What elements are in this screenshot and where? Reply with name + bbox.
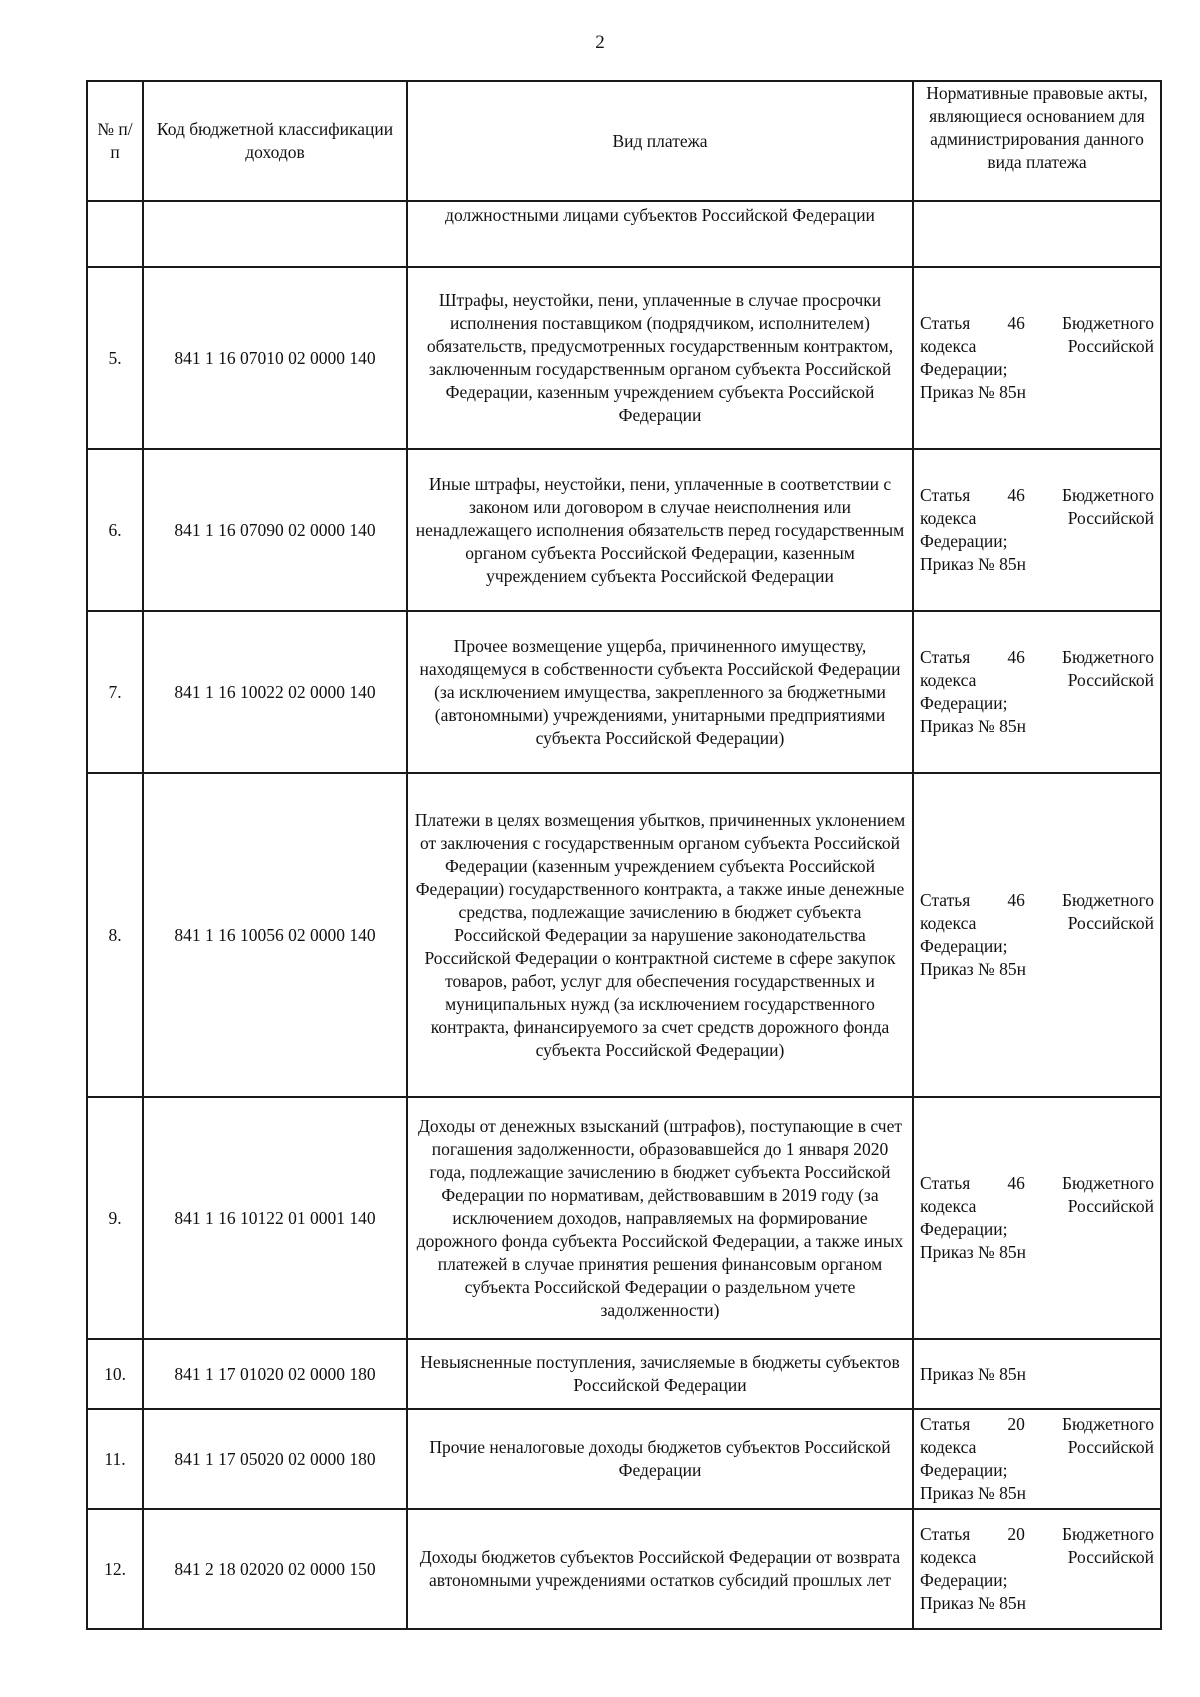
table-header-row — [87, 81, 1161, 201]
cell-normative — [913, 449, 1161, 611]
table-row — [87, 611, 1161, 773]
cell-num: 11. — [87, 1409, 143, 1509]
norm-word: Приказ № 85н — [920, 716, 1026, 736]
norm-word: Приказ № 85н — [920, 1593, 1026, 1613]
table-row — [87, 773, 1161, 1097]
norm-word: кодекса — [920, 1196, 977, 1216]
norm-word: Бюджетного — [1061, 1524, 1154, 1544]
table-row — [87, 449, 1161, 611]
norm-word: Статья — [920, 1524, 971, 1544]
header-payment-type: Вид платежа — [407, 81, 913, 201]
table-row-continuation — [87, 201, 1161, 267]
norm-word: Федерации; — [920, 936, 1008, 956]
norm-word: Бюджетного — [1061, 890, 1154, 910]
norm-word: 46 — [1007, 313, 1025, 333]
norm-word: Российской — [1067, 1196, 1154, 1216]
norm-word: кодекса — [920, 913, 977, 933]
norm-word: Федерации; — [920, 1570, 1008, 1590]
norm-word: кодекса — [920, 508, 977, 528]
cell-code: 841 1 16 10022 02 0000 140 — [143, 611, 407, 773]
norm-word: Приказ № 85н — [920, 1363, 1026, 1384]
norm-word: Бюджетного — [1061, 1173, 1154, 1193]
cell-num — [87, 201, 143, 267]
cell-payment-type: должностными лицами субъектов Российской Федерации — [407, 201, 913, 267]
cell-normative — [913, 1339, 1161, 1409]
cell-normative — [913, 1509, 1161, 1629]
cell-payment-type: Иные штрафы, неустойки, пени, уплаченные в соответствии с законом или договором в случае неисполнения или ненадлежащего исполнения обязательств перед государственным органом субъекта Российской Федерации, казенным учреждением субъекта Российской Федерации — [407, 449, 913, 611]
norm-word: Федерации; — [920, 359, 1008, 379]
norm-word: Приказ № 85н — [920, 1242, 1026, 1262]
norm-word: Российской — [1067, 670, 1154, 690]
table-row — [87, 1409, 1161, 1509]
cell-code — [143, 201, 407, 267]
cell-normative — [913, 1097, 1161, 1339]
cell-num: 8. — [87, 773, 143, 1097]
cell-code: 841 1 17 05020 02 0000 180 — [143, 1409, 407, 1509]
norm-word: Федерации; — [920, 531, 1008, 551]
header-normative: Нормативные правовые акты, являющиеся основанием для администрирования данного вида платежа — [913, 81, 1161, 201]
norm-word: Приказ № 85н — [920, 959, 1026, 979]
norm-word: 46 — [1007, 1173, 1025, 1193]
norm-word: кодекса — [920, 670, 977, 690]
cell-code: 841 1 16 07010 02 0000 140 — [143, 267, 407, 449]
cell-normative — [913, 773, 1161, 1097]
table-row — [87, 1339, 1161, 1409]
norm-word: Федерации; — [920, 693, 1008, 713]
norm-word: Статья — [920, 1414, 971, 1434]
cell-payment-type: Доходы бюджетов субъектов Российской Федерации от возврата автономными учреждениями остатков субсидий прошлых лет — [407, 1509, 913, 1629]
cell-num: 6. — [87, 449, 143, 611]
cell-code: 841 1 16 10122 01 0001 140 — [143, 1097, 407, 1339]
cell-code: 841 2 18 02020 02 0000 150 — [143, 1509, 407, 1629]
cell-code: 841 1 17 01020 02 0000 180 — [143, 1339, 407, 1409]
cell-num: 10. — [87, 1339, 143, 1409]
norm-word: Федерации; — [920, 1460, 1008, 1480]
cell-num: 12. — [87, 1509, 143, 1629]
norm-word: 46 — [1007, 485, 1025, 505]
norm-word: Приказ № 85н — [920, 382, 1026, 402]
norm-word: 20 — [1007, 1414, 1025, 1434]
cell-num: 7. — [87, 611, 143, 773]
norm-word: Бюджетного — [1061, 485, 1154, 505]
norm-word: Бюджетного — [1061, 313, 1154, 333]
cell-payment-type: Штрафы, неустойки, пени, уплаченные в случае просрочки исполнения поставщиком (подрядчиком, исполнителем) обязательств, предусмотренных государственным контрактом, заключенным государственным органом субъекта Российской Федерации, казенным учреждением субъекта Российской Федерации — [407, 267, 913, 449]
table-row — [87, 1097, 1161, 1339]
cell-code: 841 1 16 10056 02 0000 140 — [143, 773, 407, 1097]
norm-word: кодекса — [920, 1547, 977, 1567]
norm-word: Статья — [920, 313, 971, 333]
cell-payment-type: Доходы от денежных взысканий (штрафов), поступающие в счет погашения задолженности, образовавшейся до 1 января 2020 года, подлежащие зачислению в бюджет субъекта Российской Федерации по нормативам, действовавшим в 2019 году (за исключением доходов, направляемых на формирование дорожного фонда субъекта Российской Федерации, а также иных платежей в случае принятия решения финансовым органом субъекта Российской Федерации о раздельном учете задолженности) — [407, 1097, 913, 1339]
norm-word: 46 — [1007, 890, 1025, 910]
norm-word: Российской — [1067, 1547, 1154, 1567]
table-row — [87, 267, 1161, 449]
norm-word: Российской — [1067, 336, 1154, 356]
norm-word: Бюджетного — [1061, 1414, 1154, 1434]
norm-word: Приказ № 85н — [920, 554, 1026, 574]
revenue-codes-table — [86, 80, 1162, 1630]
norm-word: 46 — [1007, 647, 1025, 667]
cell-normative — [913, 1409, 1161, 1509]
norm-word: Статья — [920, 1173, 971, 1193]
cell-payment-type: Прочие неналоговые доходы бюджетов субъектов Российской Федерации — [407, 1409, 913, 1509]
norm-word: Российской — [1067, 508, 1154, 528]
norm-word: Российской — [1067, 913, 1154, 933]
norm-word: Федерации; — [920, 1219, 1008, 1239]
page-number: 2 — [595, 32, 605, 53]
norm-word: Бюджетного — [1061, 647, 1154, 667]
cell-payment-type: Прочее возмещение ущерба, причиненного имуществу, находящемуся в собственности субъекта Российской Федерации (за исключением имущества, закрепленного за бюджетными (автономными) учреждениями, унитарными предприятиями субъекта Российской Федерации) — [407, 611, 913, 773]
cell-num: 5. — [87, 267, 143, 449]
header-num: № п/п — [87, 81, 143, 201]
norm-word: Российской — [1067, 1437, 1154, 1457]
cell-payment-type: Невыясненные поступления, зачисляемые в бюджеты субъектов Российской Федерации — [407, 1339, 913, 1409]
norm-word: Статья — [920, 890, 971, 910]
norm-word: 20 — [1007, 1524, 1025, 1544]
norm-word: Приказ № 85н — [920, 1483, 1026, 1503]
cell-normative — [913, 611, 1161, 773]
cell-normative — [913, 201, 1161, 267]
norm-word: Статья — [920, 647, 971, 667]
cell-normative — [913, 267, 1161, 449]
cell-payment-type: Платежи в целях возмещения убытков, причиненных уклонением от заключения с государственным органом субъекта Российской Федерации (казенным учреждением субъекта Российской Федерации) государственного контракта, а также иные денежные средства, подлежащие зачислению в бюджет субъекта Российской Федерации за нарушение законодательства Российской Федерации о контрактной системе в сфере закупок товаров, работ, услуг для обеспечения государственных и муниципальных нужд (за исключением государственного контракта, финансируемого за счет средств дорожного фонда субъекта Российской Федерации) — [407, 773, 913, 1097]
header-code: Код бюджетной классификации доходов — [143, 81, 407, 201]
norm-word: Статья — [920, 485, 971, 505]
norm-word: кодекса — [920, 336, 977, 356]
table-row — [87, 1509, 1161, 1629]
norm-word: кодекса — [920, 1437, 977, 1457]
cell-num: 9. — [87, 1097, 143, 1339]
cell-code: 841 1 16 07090 02 0000 140 — [143, 449, 407, 611]
